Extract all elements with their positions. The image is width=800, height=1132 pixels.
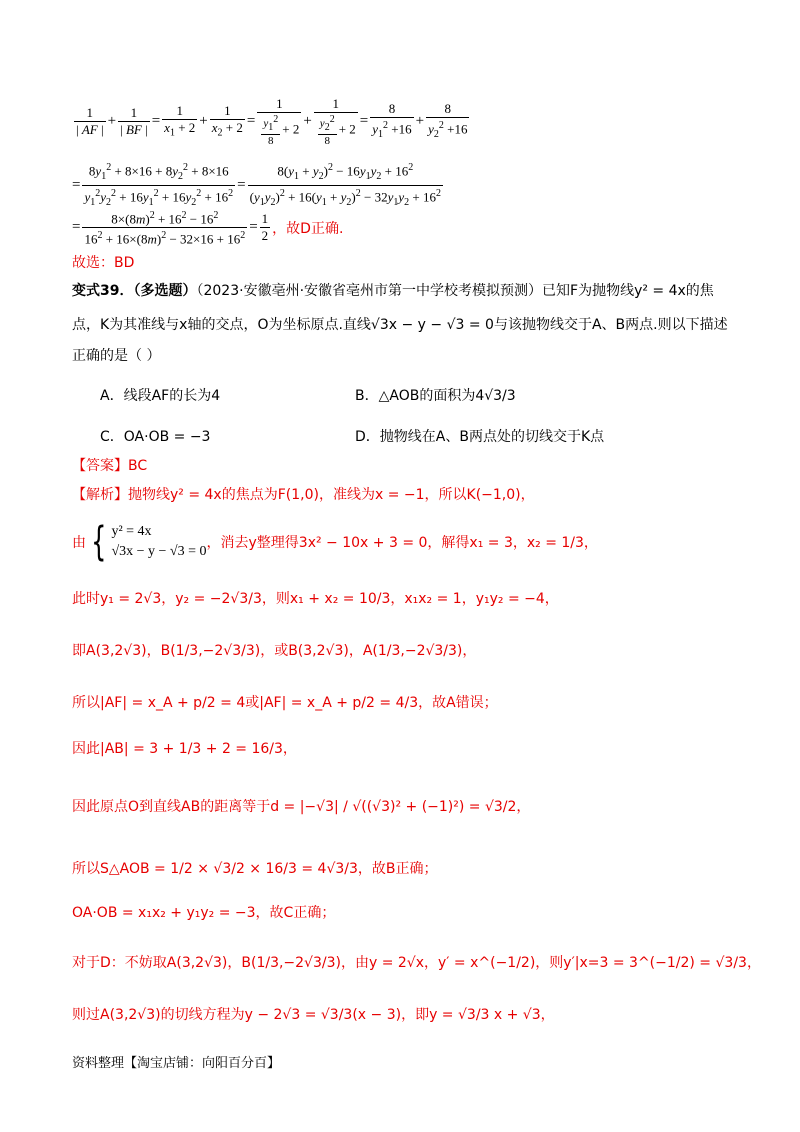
analysis-you: 由 — [72, 535, 86, 551]
analysis-line-8: 所以S△AOB = 1/2 × √3/2 × 16/3 = 4√3/3，故B正确； — [72, 861, 438, 877]
answer-label: 【答案】BC — [72, 458, 148, 474]
previous-answer: 故选：BD — [72, 255, 135, 271]
analysis-line-2 — [72, 519, 598, 565]
solution-line-3: = $\frac{8\times(8m)^2 + 16^2 - 16^2}{16^2 + 16\times(8m)^2 - 32\times 16 + 16^2}$ = $\frac{1}{2}$ ，故D正确. — [72, 210, 344, 247]
solution-line-3-tail: ，故D正确. — [272, 220, 344, 237]
option-b: B．△AOB的面积为4√3/3 — [355, 388, 516, 404]
analysis-text-1: 抛物线y² = 4x的焦点为F(1,0)，准线为x = −1，所以K(−1,0)， — [128, 487, 535, 503]
analysis-line-9: OA·OB = x₁x₂ + y₁y₂ = −3，故C正确； — [72, 905, 336, 921]
analysis-line-11: 则过A(3,2√3)的切线方程为y − 2√3 = √3/3(x − 3)，即y = √3/3 x + √3， — [72, 1007, 555, 1023]
equation-system: { y² = 4x √3x − y − √3 = 0 — [91, 519, 207, 565]
problem-label: 变式39． — [72, 283, 134, 299]
problem-type: （多选题） — [133, 283, 197, 299]
solution-line-1: $\frac{1}{| AF |}$ + $\frac{1}{| BF |}$ = $\frac{1}{x_1 + 2}$ + $\frac{1}{x_2 + 2}$ = 1 $\frac{y_1^2}{8}$ + 2 + 1 $\frac{y_2^2}{8}$ + 2 = $\frac{8}{y_1^2 +16}$ + $\frac{8}{y_2^2 +16}$ — [76, 96, 468, 147]
system-eq-2: √3x − y − √3 = 0 — [111, 544, 207, 559]
analysis-line-1 — [72, 484, 535, 504]
analysis-text-2: ，消去y整理得3x² − 10x + 3 = 0，解得x₁ = 3，x₂ = 1/3， — [206, 535, 598, 551]
analysis-line-3: 此时y₁ = 2√3，y₂ = −2√3/3，则x₁ + x₂ = 10/3，x₁x₂ = 1，y₁y₂ = −4， — [72, 591, 559, 607]
option-d: D．抛物线在A、B两点处的切线交于K点 — [355, 429, 605, 445]
problem-source: （2023·安徽亳州·安徽省亳州市第一中学校考模拟预测） — [196, 283, 543, 299]
analysis-line-10: 对于D：不妨取A(3,2√3)，B(1/3,−2√3/3)，由y = 2√x，y′ = x^(−1/2)，则y′|x=3 = 3^(−1/2) = √3/3， — [72, 955, 761, 971]
problem-text-1: 已知F为抛物线y² = 4x的焦 — [542, 283, 714, 299]
analysis-line-5: 所以|AF| = x_A + p/2 = 4或|AF| = x_A + p/2 = 4/3，故A错误； — [72, 695, 498, 711]
option-a: A．线段AF的长为4 — [100, 388, 221, 404]
footer-text: 资料整理【淘宝店铺：向阳百分百】 — [72, 1056, 281, 1071]
problem-text-3: 正确的是（ ） — [72, 348, 161, 364]
problem-header — [72, 280, 714, 300]
solution-line-2: = $\frac{8y_1^2 + 8\times 16 + 8y_2^2 + 8\times 16}{y_1^2y_2^2 + 16y_1^2 + 16y_2^2 + 16^2}$ = $\frac{8(y_1 + y_2)^2 - 16y_1y_2 + 16^2}{(y_1y_2)^2 + 16(y_1 + y_2)^2 - 32y_1y_2 + 16^2}$ — [72, 162, 442, 208]
option-c: C．OA·OB = −3 — [100, 429, 211, 445]
analysis-line-7: 因此原点O到直线AB的距离等于d = |−√3| / √((√3)² + (−1)²) = √3/2， — [72, 799, 531, 815]
problem-text-2: 点，K为其准线与x轴的交点，O为坐标原点.直线√3x − y − √3 = 0与该抛物线交于A、B两点.则以下描述 — [72, 317, 728, 333]
analysis-line-4: 即A(3,2√3)，B(1/3,−2√3/3)，或B(3,2√3)，A(1/3,−2√3/3)， — [72, 643, 477, 659]
analysis-label: 【解析】 — [72, 487, 128, 503]
system-eq-1: y² = 4x — [111, 524, 152, 539]
analysis-line-6: 因此|AB| = 3 + 1/3 + 2 = 16/3， — [72, 741, 297, 757]
